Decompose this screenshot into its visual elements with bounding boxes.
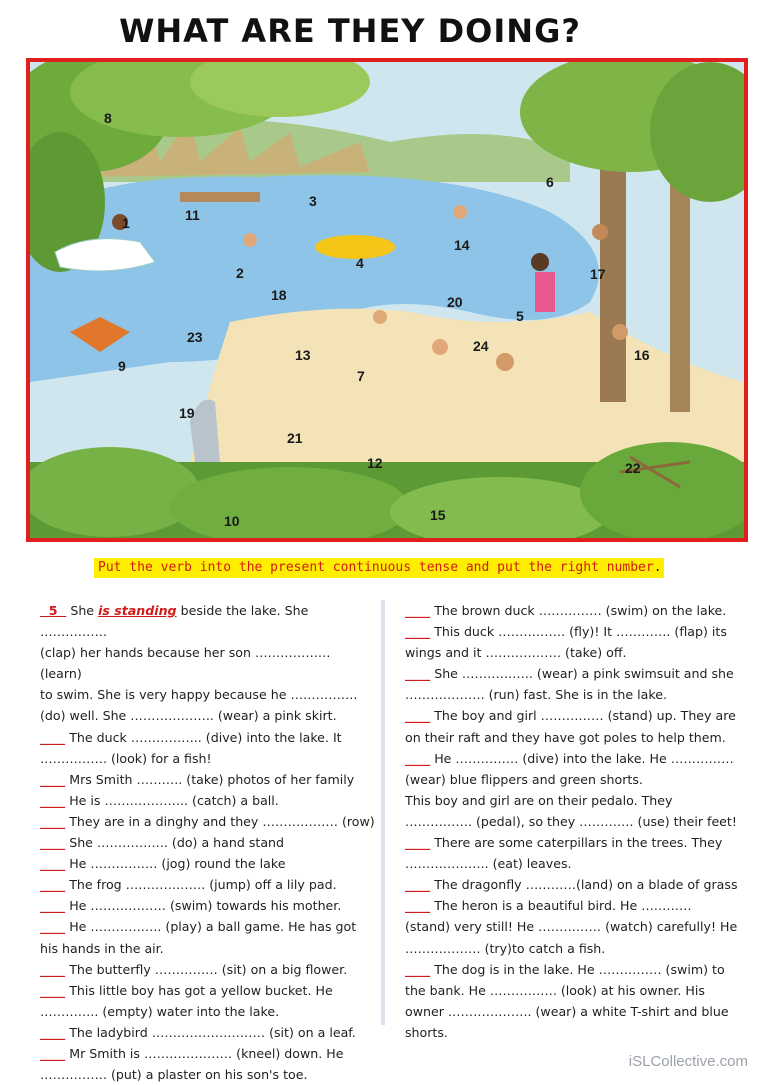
exercise-line xyxy=(40,811,376,832)
scene-number: 4 xyxy=(356,255,364,271)
answer-blank[interactable]: ____ xyxy=(40,792,66,808)
example-item: 5 She is standing beside the lake. She ……………. (clap) her hands because her son ……………… (learn) to swim. She is very happy because he ……………. (do) well. She ……………….. (wear) a pink skirt. xyxy=(40,600,376,727)
answer-blank[interactable]: ____ xyxy=(40,1024,66,1040)
exercise-text: The butterfly …………… (sit) on a big flower. xyxy=(69,961,348,977)
scene-number: 11 xyxy=(185,207,200,223)
exercise-line xyxy=(40,938,376,959)
exercise-line xyxy=(40,748,376,769)
exercise-line xyxy=(40,980,376,1001)
exercise-text: He …………… (dive) into the lake. He …………… xyxy=(434,750,734,766)
exercise-text: ………….. (empty) water into the lake. xyxy=(40,1003,280,1019)
scene-number: 13 xyxy=(295,347,311,363)
exercise-line xyxy=(405,748,741,769)
exercise-text: ……………. (pedal), so they …………. (use) their feet! xyxy=(405,813,737,829)
exercise-line xyxy=(40,874,376,895)
answer-blank[interactable]: ____ xyxy=(40,729,66,745)
exercise-line xyxy=(405,853,741,874)
exercise-text: He is ……………….. (catch) a ball. xyxy=(69,792,279,808)
scene-number: 24 xyxy=(473,338,489,354)
scene-number: 5 xyxy=(516,308,524,324)
exercise-text: ……………. (put) a plaster on his son's toe. xyxy=(40,1067,308,1083)
exercise-text: Mrs Smith ……….. (take) photos of her family xyxy=(69,771,355,787)
exercise-text: ………………. (run) fast. She is in the lake. xyxy=(405,687,667,703)
exercise-text: (stand) very still! He …………… (watch) carefully! He xyxy=(405,919,738,935)
exercise-line xyxy=(405,1022,741,1043)
answer-blank[interactable]: ____ xyxy=(40,961,66,977)
answer-blank[interactable]: ____ xyxy=(405,898,431,914)
exercise-line xyxy=(405,980,741,1001)
exercise-line xyxy=(40,769,376,790)
exercise-line xyxy=(405,938,741,959)
exercise-line xyxy=(405,874,741,895)
answer-blank[interactable]: ____ xyxy=(405,835,431,851)
exercise-column-left xyxy=(40,600,376,1085)
exercise-line xyxy=(405,895,741,916)
answer-blank[interactable]: ____ xyxy=(405,666,431,682)
answer-blank[interactable]: ____ xyxy=(405,624,431,640)
scene-number: 6 xyxy=(546,174,554,190)
example-line: (clap) her hands because her son ……………… (learn) xyxy=(40,645,331,682)
exercise-text: The duck …………….. (dive) into the lake. It xyxy=(69,729,342,745)
example-answer-verb: is standing xyxy=(98,603,177,618)
exercise-text: ……………. (look) for a fish! xyxy=(40,750,212,766)
scene-number: 10 xyxy=(224,513,240,529)
exercise-line xyxy=(405,811,741,832)
exercise-line xyxy=(40,832,376,853)
worksheet-title: WHAT ARE THEY DOING? xyxy=(119,12,581,50)
scene-number: 17 xyxy=(590,266,606,282)
exercise-line xyxy=(405,916,741,937)
exercise-text: wings and it ……………… (take) off. xyxy=(405,645,627,661)
exercise-list-left xyxy=(40,727,376,1085)
answer-blank[interactable]: ____ xyxy=(40,835,66,851)
answer-blank[interactable]: ____ xyxy=(405,603,431,618)
exercise-text: The ladybird ……………………… (sit) on a leaf. xyxy=(69,1024,356,1040)
scene-number: 12 xyxy=(367,455,383,471)
exercise-text: The brown duck …………… (swim) on the lake. xyxy=(434,603,727,618)
exercise-line xyxy=(40,853,376,874)
scene-number: 3 xyxy=(309,193,317,209)
exercise-line xyxy=(40,727,376,748)
answer-blank[interactable]: ____ xyxy=(40,1045,66,1061)
exercise-text: his hands in the air. xyxy=(40,940,164,956)
exercise-line xyxy=(40,1022,376,1043)
lake-scene-illustration xyxy=(26,58,748,542)
exercise-text: shorts. xyxy=(405,1024,448,1040)
exercise-text: This duck ……………. (fly)! It …………. (flap) its xyxy=(434,624,727,640)
answer-blank[interactable]: ____ xyxy=(40,813,66,829)
exercise-line xyxy=(405,600,741,621)
exercise-line xyxy=(405,684,741,705)
exercise-text: (wear) blue flippers and green shorts. xyxy=(405,771,643,787)
scene-number: 9 xyxy=(118,358,126,374)
exercise-text: The frog ………………. (jump) off a lily pad. xyxy=(69,877,337,893)
scene-number: 8 xyxy=(104,110,112,126)
exercise-line xyxy=(405,642,741,663)
exercise-line xyxy=(40,790,376,811)
exercise-text: The dragonfly …………(land) on a blade of grass xyxy=(434,877,738,893)
answer-blank[interactable]: ____ xyxy=(405,877,431,893)
exercise-text: They are in a dinghy and they ……………… (row) xyxy=(69,813,375,829)
exercise-text: owner ……………….. (wear) a white T-shirt and blue xyxy=(405,1003,729,1019)
scene-number: 7 xyxy=(357,368,365,384)
exercise-line xyxy=(405,705,741,726)
answer-blank[interactable]: ____ xyxy=(40,877,66,893)
site-watermark: iSLCollective.com xyxy=(628,1053,748,1070)
scene-number: 20 xyxy=(447,294,463,310)
scene-number: 23 xyxy=(187,329,203,345)
instruction-banner: Put the verb into the present continuous tense and put the right number. xyxy=(94,558,664,578)
exercise-line xyxy=(40,916,376,937)
column-divider xyxy=(381,600,385,1025)
scene-number: 19 xyxy=(179,405,195,421)
answer-blank[interactable]: ____ xyxy=(40,771,66,787)
scene-number: 15 xyxy=(430,507,446,523)
exercise-text: He …………….. (play) a ball game. He has got xyxy=(69,919,357,935)
exercise-text: He ……………. (jog) round the lake xyxy=(69,856,286,872)
scene-number: 21 xyxy=(287,430,303,446)
exercise-line xyxy=(405,959,741,980)
exercise-line xyxy=(40,959,376,980)
example-line: (do) well. She ……………….. (wear) a pink skirt. xyxy=(40,708,337,724)
exercise-text: This boy and girl are on their pedalo. They xyxy=(405,792,673,808)
exercise-text: on their raft and they have got poles to help them. xyxy=(405,729,726,745)
exercise-line xyxy=(405,832,741,853)
scene-number: 1 xyxy=(122,215,130,231)
exercise-text: She …………….. (do) a hand stand xyxy=(69,835,285,851)
exercise-text: the bank. He ……………. (look) at his owner. His xyxy=(405,982,705,998)
exercise-text: This little boy has got a yellow bucket. He xyxy=(69,982,333,998)
exercise-line xyxy=(40,1001,376,1022)
example-answer-number: 5 xyxy=(48,603,58,618)
instruction-text: Put the verb into the present continuous tense and put the right number xyxy=(98,560,654,575)
exercise-text: The dog is in the lake. He …………… (swim) to xyxy=(434,961,725,977)
exercise-line xyxy=(405,727,741,748)
exercise-text: Mr Smith is ………………… (kneel) down. He xyxy=(69,1045,344,1061)
exercise-line xyxy=(405,769,741,790)
exercise-text: The boy and girl …………… (stand) up. They are xyxy=(434,708,736,724)
exercise-line xyxy=(405,663,741,684)
scene-number: 18 xyxy=(271,287,287,303)
answer-blank[interactable]: ____ xyxy=(405,750,431,766)
exercise-text: The heron is a beautiful bird. He ………… xyxy=(434,898,692,914)
exercise-line xyxy=(40,1064,376,1085)
scene-number: 22 xyxy=(625,460,641,476)
exercise-list-right xyxy=(405,600,741,1043)
exercise-text: ……………….. (eat) leaves. xyxy=(405,856,572,872)
scene-number: 2 xyxy=(236,265,244,281)
answer-blank[interactable]: ____ xyxy=(40,898,66,914)
exercise-column-right xyxy=(405,600,741,1043)
exercise-text: He ……………… (swim) towards his mother. xyxy=(69,898,342,914)
answer-blank[interactable]: ____ xyxy=(40,982,66,998)
answer-blank[interactable]: ____ xyxy=(405,708,431,724)
exercise-line xyxy=(405,621,741,642)
example-line: to swim. She is very happy because he ……………. xyxy=(40,687,358,703)
example-line: beside the lake. She ……………. xyxy=(40,603,309,640)
answer-blank[interactable]: ____ xyxy=(405,961,431,977)
exercise-line xyxy=(40,895,376,916)
answer-blank[interactable]: ____ xyxy=(40,856,66,872)
exercise-line xyxy=(405,790,741,811)
exercise-text: She …………….. (wear) a pink swimsuit and she xyxy=(434,666,734,682)
exercise-line xyxy=(405,1001,741,1022)
scene-number: 16 xyxy=(634,347,650,363)
exercise-text: ……………… (try)to catch a fish. xyxy=(405,940,606,956)
answer-blank[interactable]: ____ xyxy=(40,919,66,935)
scene-number: 14 xyxy=(454,237,470,253)
exercise-text: There are some caterpillars in the trees. They xyxy=(434,835,723,851)
exercise-line xyxy=(40,1043,376,1064)
